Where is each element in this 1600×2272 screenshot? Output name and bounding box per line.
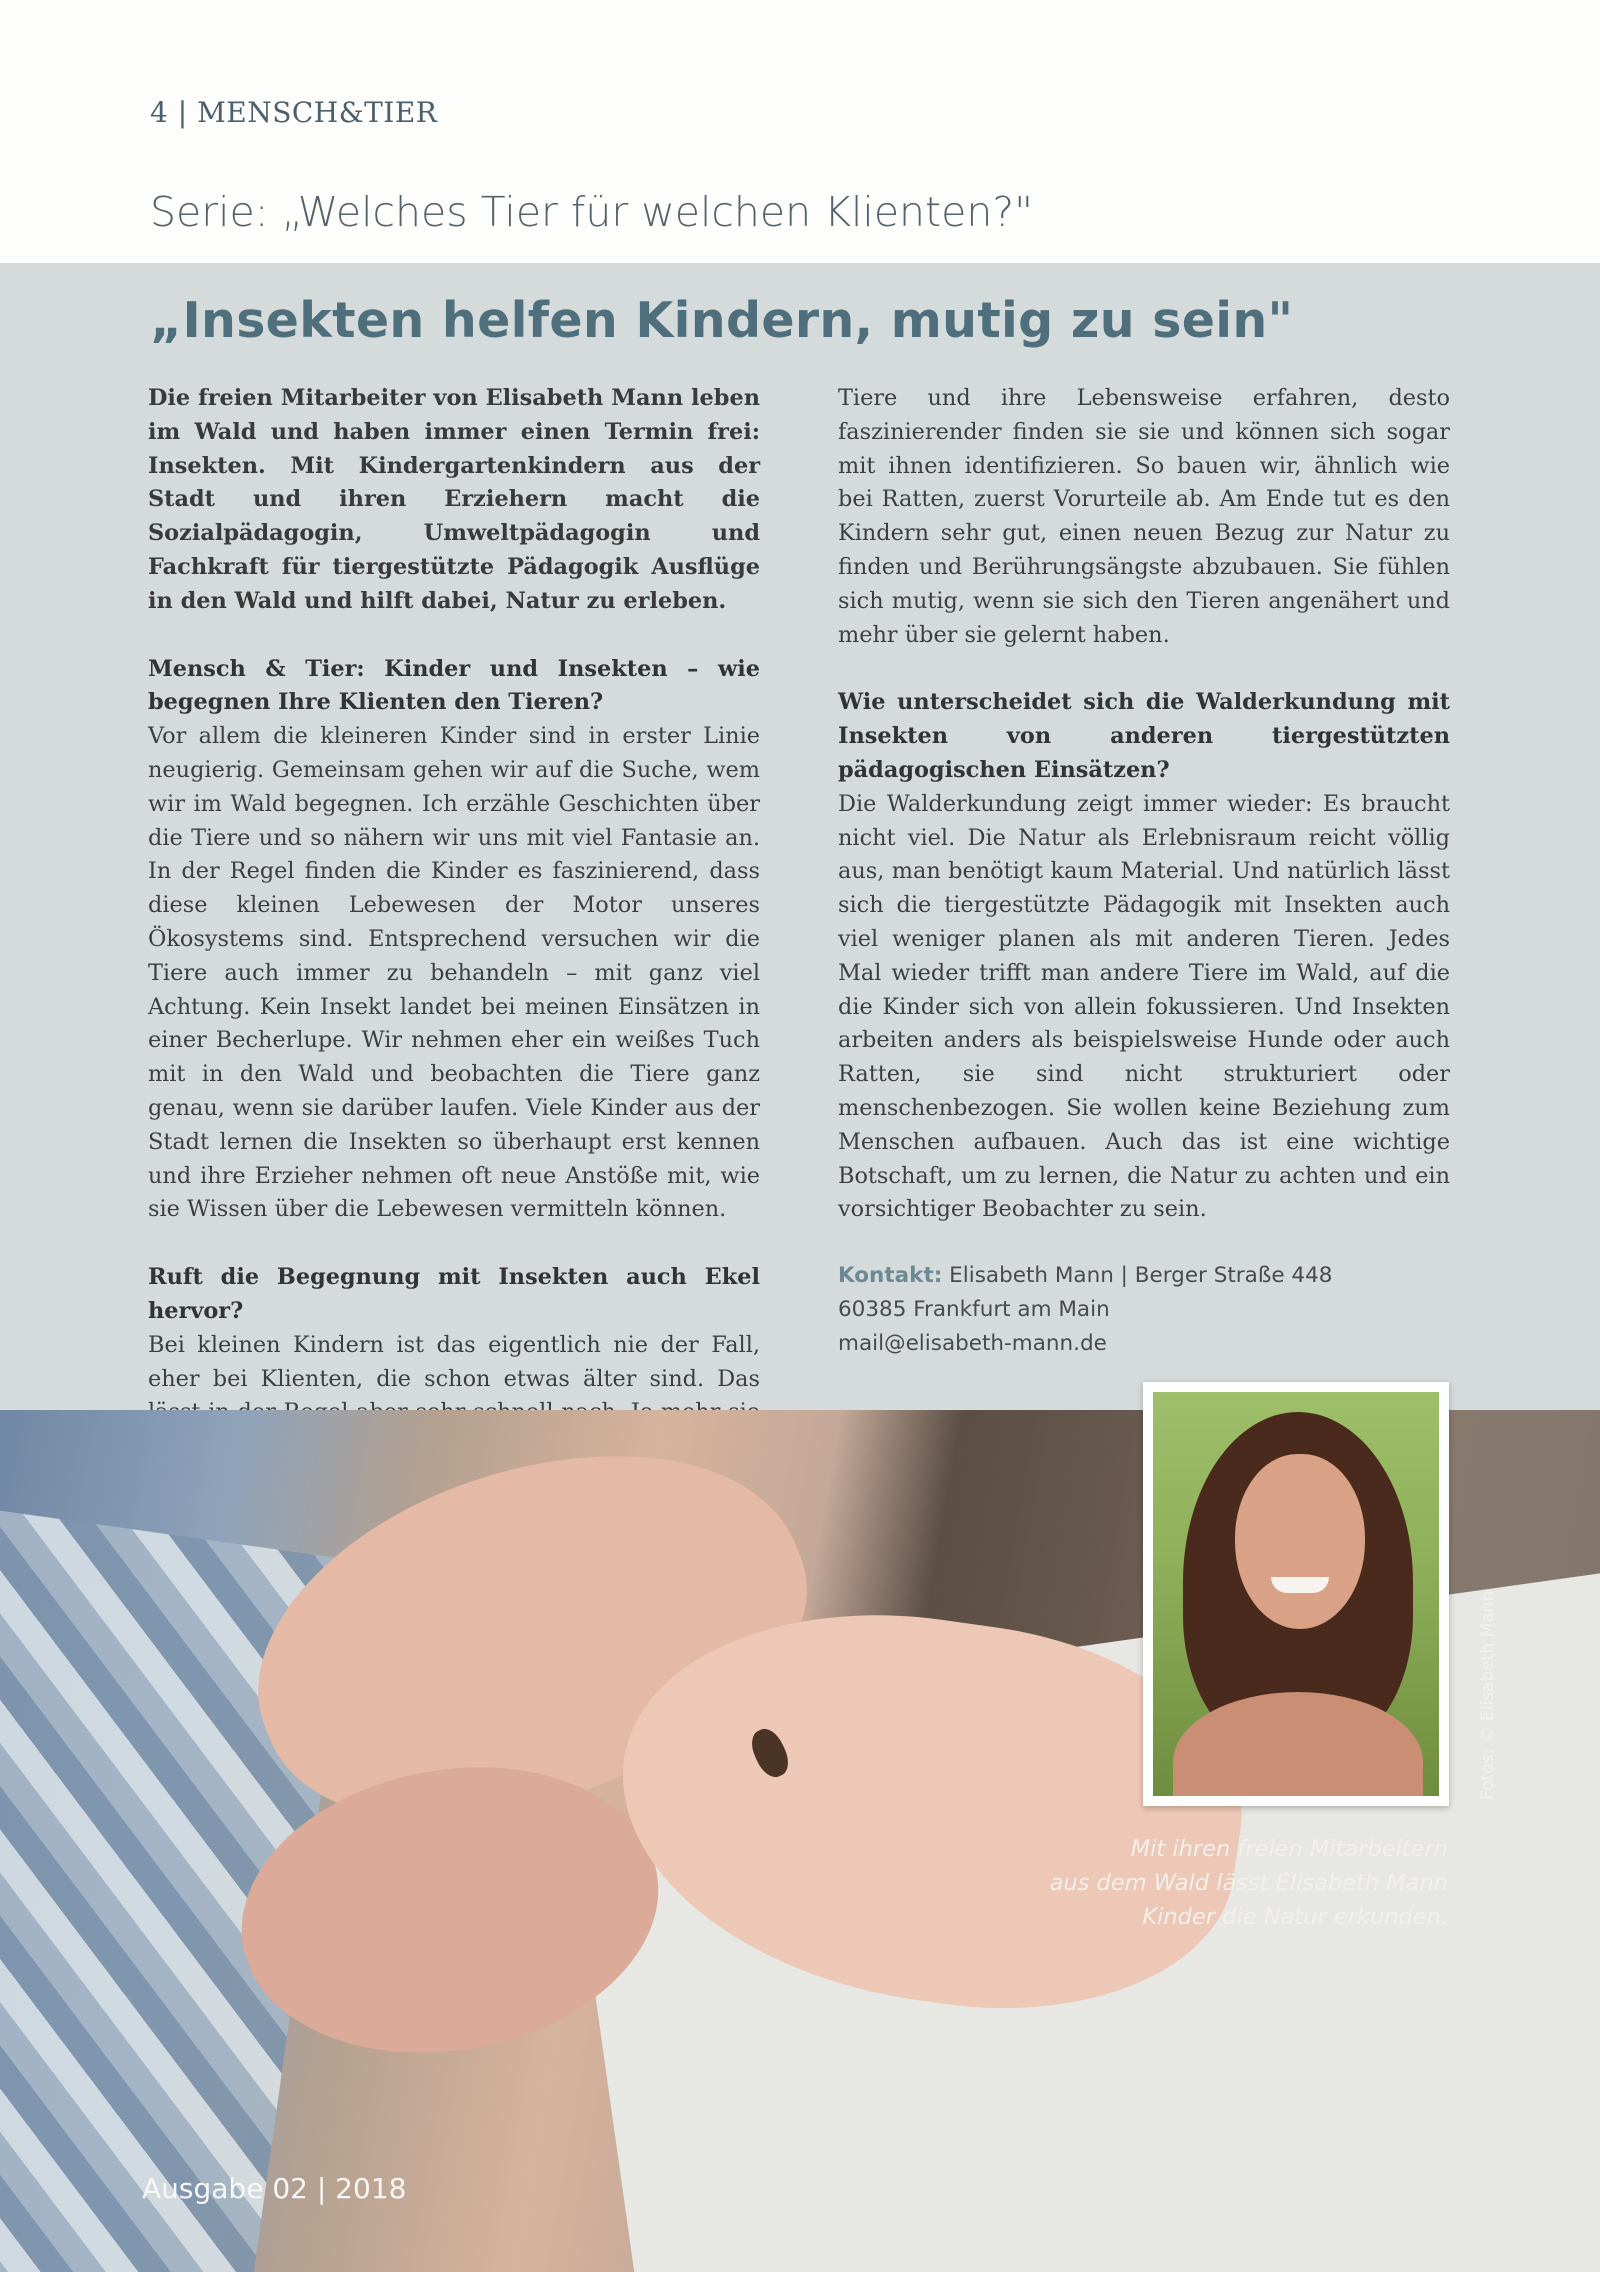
contact-city: 60385 Frankfurt am Main: [838, 1297, 1110, 1323]
article-column-right: [838, 382, 1450, 1361]
contact-name-address: Elisabeth Mann | Berger Straße 448: [949, 1263, 1333, 1289]
interview-question-1: Mensch & Tier: Kinder und Insekten – wie begegnen Ihre Klienten den Tieren?: [148, 655, 760, 716]
running-header: [150, 96, 437, 129]
photo-caption: [888, 1832, 1448, 1934]
contact-label: Kontakt:: [838, 1263, 943, 1289]
interview-answer-2-continued: Tiere und ihre Lebensweise erfahren, desto faszinierender finden sie sie und können sich sogar mit ihnen identifizieren. So bauen wir, ähnlich wie bei Ratten, zuerst Vorurteile ab. Am Ende tut es den Kindern sehr gut, einen neuen Bezug zur Natur zu finden und Berührungsängste abzubauen. Sie fühlen sich mutig, wenn sie sich den Tieren angenähert und mehr über sie gelernt haben.: [838, 385, 1450, 648]
issue-footer: Ausgabe 02 | 2018: [142, 2172, 407, 2205]
photo-credit: Fotos: © Elisabeth Mann: [1478, 1590, 1498, 1800]
article-headline: „Insekten helfen Kindern, mutig zu sein": [150, 292, 1294, 349]
series-title: Serie: „Welches Tier für welchen Klienten?": [150, 188, 1033, 236]
caption-line-3: Kinder die Natur erkunden.: [1142, 1904, 1448, 1930]
interview-answer-2: Bei kleinen Kindern ist das eigentlich nie der Fall, eher bei Klienten, die schon etwas älter sind. Das: [148, 1331, 760, 1392]
page-number: 4: [150, 96, 169, 129]
interview-answer-3: Die Walderkundung zeigt immer wieder: Es braucht nicht viel. Die Natur als Erlebnisraum reicht völlig aus, man benötigt kaum Material. Und natürlich lässt sich die tiergestützte Pädagogik mit Insekten auch viel weniger planen als mit anderen Tieren. Jedes Mal wieder trifft man andere Tiere im Wald, auf die die Kinder sich von allein fokussieren. Und Insekten arbeiten anders als beispielsweise Hunde oder auch Ratten, sie sind nicht strukturiert oder menschenbezogen. Sie wollen keine Beziehung zum Menschen aufbauen. Auch das ist eine wichtige Botschaft, um zu lernen, die Natur zu achten und ein vorsichtiger Beobachter zu sein.: [838, 790, 1450, 1223]
interview-question-3: Wie unterscheidet sich die Walderkundung mit Insekten von anderen tiergestützten pädagogischen Einsätzen?: [838, 689, 1450, 783]
header-separator: |: [177, 96, 188, 129]
article-lead: Die freien Mitarbeiter von Elisabeth Mann leben im Wald und haben immer einen Termin frei: Insekten. Mit Kindergartenkindern aus der Stadt und ihren Erziehern macht die Sozialpädagogin, Umweltpädagogin und Fachkraft für tiergestützte Pädagogik Ausflüge in den Wald und hilft dabei, Natur zu erleben.: [148, 385, 760, 614]
interview-question-2: Ruft die Begegnung mit Insekten auch Ekel hervor?: [148, 1264, 760, 1324]
caption-line-2: aus dem Wald lässt Elisabeth Mann: [1049, 1870, 1448, 1896]
caption-line-1: Mit ihren freien Mitarbeitern: [1130, 1836, 1448, 1862]
interview-answer-1: Vor allem die kleineren Kinder sind in erster Linie neugierig. Gemeinsam gehen wir auf die Suche, wem wir im Wald begegnen. Ich erzähle Geschichten über die Tiere und so nähern wir uns mit viel Fantasie an. In der Regel finden die Kinder es faszinierend, dass diese kleinen Lebewesen der Motor unseres Ökosystems sind. Entsprechend versuchen wir die Tiere auch immer zu behandeln – mit ganz viel Achtung. Kein Insekt landet bei meinen Einsätzen in einer Becherlupe. Wir nehmen eher ein weißes Tuch mit in den Wald und beobachten die Tiere ganz genau, wenn sie darüber laufen. Viele Kinder aus der Stadt lernen die Insekten so überhaupt erst kennen und ihre Erzieher nehmen oft neue Anstöße mit, wie sie Wissen über die Lebewesen vermitteln können.: [148, 723, 760, 1223]
article-column-left: [148, 382, 760, 1464]
contact-block: [838, 1259, 1450, 1361]
section-name: MENSCH&TIER: [197, 96, 438, 129]
portrait-smile: [1271, 1577, 1329, 1593]
portrait-face: [1235, 1454, 1365, 1629]
portrait-photo: [1153, 1392, 1439, 1796]
portrait-photo-frame: [1143, 1382, 1449, 1806]
contact-email: mail@elisabeth-mann.de: [838, 1331, 1107, 1357]
